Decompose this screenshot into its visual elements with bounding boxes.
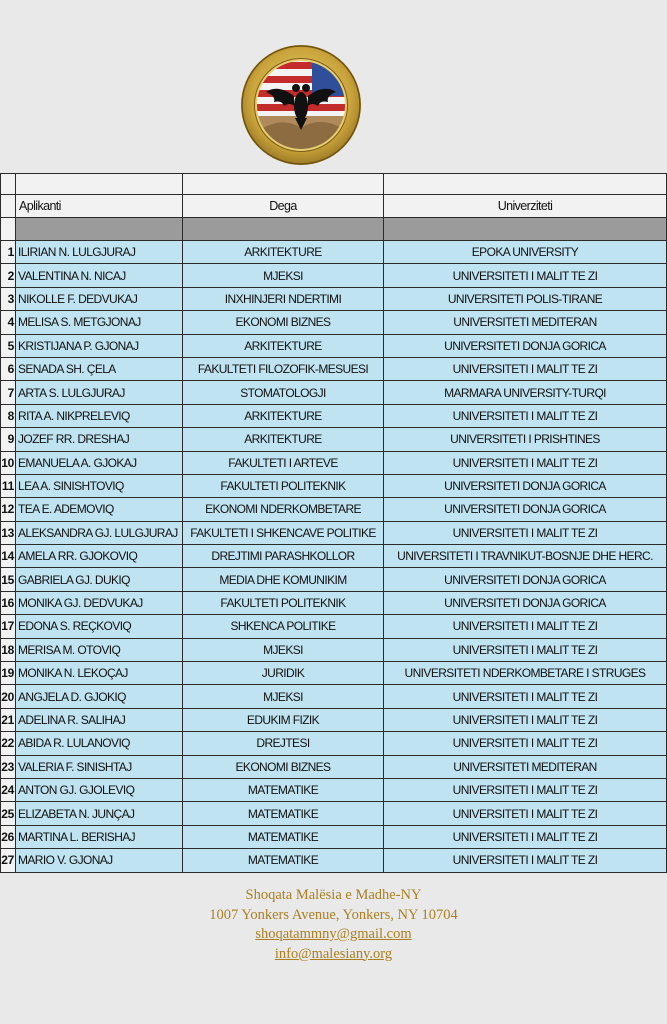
applicant-name: ALEKSANDRA GJ. LULGJURAJ (16, 521, 183, 544)
university: UNIVERSITETI MEDITERAN (384, 311, 667, 334)
university: UNIVERSITETI I MALIT TE ZI (384, 357, 667, 380)
footer-org: Shoqata Malësia e Madhe-NY (245, 887, 422, 903)
table-row (1, 568, 667, 591)
applicant-name: VALERIA F. SINISHTAJ (16, 755, 183, 778)
university: UNIVERSITETI I MALIT TE ZI (384, 615, 667, 638)
applicant-name: KRISTIJANA P. GJONAJ (16, 334, 183, 357)
department: MATEMATIKE (183, 802, 384, 825)
table-row (1, 802, 667, 825)
table-row (1, 311, 667, 334)
table-header-row (1, 195, 667, 218)
university: UNIVERSITETI POLIS-TIRANE (384, 287, 667, 310)
university: UNIVERSITETI I MALIT TE ZI (384, 732, 667, 755)
seal-logo-graphic (240, 44, 362, 166)
department: MJEKSI (183, 638, 384, 661)
gray-cell (384, 218, 667, 241)
university: MARMARA UNIVERSITY-TURQI (384, 381, 667, 404)
row-number: 15 (1, 568, 16, 591)
table-row (1, 381, 667, 404)
applicant-name: JOZEF RR. DRESHAJ (16, 428, 183, 451)
table-row (1, 334, 667, 357)
university: UNIVERSITETI DONJA GORICA (384, 568, 667, 591)
header-university: Univerziteti (384, 195, 667, 218)
row-number: 27 (1, 849, 16, 872)
applicant-name: AMELA RR. GJOKOVIQ (16, 545, 183, 568)
department: FAKULTETI I ARTEVE (183, 451, 384, 474)
gray-cell (1, 218, 16, 241)
department: ARKITEKTURE (183, 404, 384, 427)
university: UNIVERSITETI DONJA GORICA (384, 498, 667, 521)
row-number: 2 (1, 264, 16, 287)
table-row (1, 662, 667, 685)
row-number: 26 (1, 825, 16, 848)
department: JURIDIK (183, 662, 384, 685)
applicant-name: ANTON GJ. GJOLEVIQ (16, 778, 183, 801)
seal-logo (240, 44, 362, 166)
header-applicant: Aplikanti (16, 195, 183, 218)
row-number: 13 (1, 521, 16, 544)
department: ARKITEKTURE (183, 334, 384, 357)
university: UNIVERSITETI DONJA GORICA (384, 591, 667, 614)
footer-info-email-link[interactable]: info@malesiany.org (274, 945, 393, 962)
row-number: 4 (1, 311, 16, 334)
university: UNIVERSITETI MEDITERAN (384, 755, 667, 778)
table-row (1, 474, 667, 497)
department: FAKULTETI POLITEKNIK (183, 474, 384, 497)
header-number-cell (1, 195, 16, 218)
table-row (1, 638, 667, 661)
applicant-name: ANGJELA D. GJOKIQ (16, 685, 183, 708)
university: UNIVERSITETI I TRAVNIKUT-BOSNJE DHE HERC. (384, 545, 667, 568)
department: MATEMATIKE (183, 849, 384, 872)
department: SHKENCA POLITIKE (183, 615, 384, 638)
applicants-table (0, 173, 667, 873)
table-blank-row (1, 174, 667, 195)
row-number: 12 (1, 498, 16, 521)
table-row (1, 591, 667, 614)
row-number: 7 (1, 381, 16, 404)
applicant-name: VALENTINA N. NICAJ (16, 264, 183, 287)
table-row (1, 498, 667, 521)
department: ARKITEKTURE (183, 428, 384, 451)
row-number: 18 (1, 638, 16, 661)
applicant-name: MARTINA L. BERISHAJ (16, 825, 183, 848)
department: EKONOMI BIZNES (183, 311, 384, 334)
table-row (1, 825, 667, 848)
department: DREJTIMI PARASHKOLLOR (183, 545, 384, 568)
blank-cell (384, 174, 667, 195)
department: ARKITEKTURE (183, 241, 384, 264)
row-number: 20 (1, 685, 16, 708)
applicant-name: MARIO V. GJONAJ (16, 849, 183, 872)
gray-cell (16, 218, 183, 241)
university: EPOKA UNIVERSITY (384, 241, 667, 264)
row-number: 8 (1, 404, 16, 427)
department: MEDIA DHE KOMUNIKIM (183, 568, 384, 591)
department: DREJTESI (183, 732, 384, 755)
table-row (1, 778, 667, 801)
department: EKONOMI NDERKOMBETARE (183, 498, 384, 521)
table-row (1, 732, 667, 755)
row-number: 1 (1, 241, 16, 264)
blank-cell (1, 174, 16, 195)
university: UNIVERSITETI DONJA GORICA (384, 334, 667, 357)
blank-cell (183, 174, 384, 195)
row-number: 5 (1, 334, 16, 357)
applicant-name: MERISA M. OTOVIQ (16, 638, 183, 661)
row-number: 16 (1, 591, 16, 614)
department: MJEKSI (183, 685, 384, 708)
university: UNIVERSITETI DONJA GORICA (384, 474, 667, 497)
department: MATEMATIKE (183, 825, 384, 848)
university: UNIVERSITETI I MALIT TE ZI (384, 264, 667, 287)
applicant-name: ABIDA R. LULANOVIQ (16, 732, 183, 755)
row-number: 24 (1, 778, 16, 801)
university: UNIVERSITETI I MALIT TE ZI (384, 708, 667, 731)
table-row (1, 545, 667, 568)
applicant-name: TEA E. ADEMOVIQ (16, 498, 183, 521)
table-row (1, 357, 667, 380)
row-number: 19 (1, 662, 16, 685)
table-row (1, 451, 667, 474)
university: UNIVERSITETI I MALIT TE ZI (384, 521, 667, 544)
table-row (1, 521, 667, 544)
applicant-name: EMANUELA A. GJOKAJ (16, 451, 183, 474)
table-row (1, 615, 667, 638)
table-row (1, 404, 667, 427)
table-row (1, 708, 667, 731)
applicant-name: MELISA S. METGJONAJ (16, 311, 183, 334)
applicant-name: GABRIELA GJ. DUKIQ (16, 568, 183, 591)
blank-cell (16, 174, 183, 195)
applicant-name: SENADA SH. ÇELA (16, 357, 183, 380)
table-row (1, 264, 667, 287)
department: EDUKIM FIZIK (183, 708, 384, 731)
row-number: 9 (1, 428, 16, 451)
department: MJEKSI (183, 264, 384, 287)
department: MATEMATIKE (183, 778, 384, 801)
department: FAKULTETI POLITEKNIK (183, 591, 384, 614)
table-row (1, 428, 667, 451)
applicant-name: MONIKA N. LEKOÇAJ (16, 662, 183, 685)
university: UNIVERSITETI I MALIT TE ZI (384, 825, 667, 848)
university: UNIVERSITETI I MALIT TE ZI (384, 778, 667, 801)
table-gray-row (1, 218, 667, 241)
university: UNIVERSITETI I PRISHTINES (384, 428, 667, 451)
university: UNIVERSITETI I MALIT TE ZI (384, 451, 667, 474)
university: UNIVERSITETI I MALIT TE ZI (384, 849, 667, 872)
department: FAKULTETI FILOZOFIK-MESUESI (183, 357, 384, 380)
department: INXHINJERI NDERTIMI (183, 287, 384, 310)
university: UNIVERSITETI I MALIT TE ZI (384, 802, 667, 825)
table-row (1, 685, 667, 708)
row-number: 21 (1, 708, 16, 731)
applicant-name: NIKOLLE F. DEDVUKAJ (16, 287, 183, 310)
row-number: 14 (1, 545, 16, 568)
footer-address: 1007 Yonkers Avenue, Yonkers, NY 10704 (209, 906, 458, 923)
row-number: 10 (1, 451, 16, 474)
applicant-name: EDONA S. REÇKOVIQ (16, 615, 183, 638)
row-number: 25 (1, 802, 16, 825)
applicant-name: ILIRIAN N. LULGJURAJ (16, 241, 183, 264)
table-row (1, 849, 667, 872)
row-number: 22 (1, 732, 16, 755)
applicant-name: ELIZABETA N. JUNÇAJ (16, 802, 183, 825)
table-row (1, 287, 667, 310)
row-number: 6 (1, 357, 16, 380)
department: EKONOMI BIZNES (183, 755, 384, 778)
header-department: Dega (183, 195, 384, 218)
department: FAKULTETI I SHKENCAVE POLITIKE (183, 521, 384, 544)
university: UNIVERSITETI I MALIT TE ZI (384, 404, 667, 427)
row-number: 11 (1, 474, 16, 497)
table-row (1, 755, 667, 778)
applicant-name: ARTA S. LULGJURAJ (16, 381, 183, 404)
gray-cell (183, 218, 384, 241)
department: STOMATOLOGJI (183, 381, 384, 404)
table-row (1, 241, 667, 264)
applicant-name: ADELINA R. SALIHAJ (16, 708, 183, 731)
row-number: 3 (1, 287, 16, 310)
university: UNIVERSITETI I MALIT TE ZI (384, 685, 667, 708)
applicant-name: LEA A. SINISHTOVIQ (16, 474, 183, 497)
applicant-name: RITA A. NIKPRELEVIQ (16, 404, 183, 427)
footer (0, 886, 667, 964)
row-number: 23 (1, 755, 16, 778)
applicant-name: MONIKA GJ. DEDVUKAJ (16, 591, 183, 614)
row-number: 17 (1, 615, 16, 638)
footer-email-link[interactable]: shoqatammny@gmail.com (255, 926, 412, 942)
university: UNIVERSITETI NDERKOMBETARE I STRUGES (384, 662, 667, 685)
university: UNIVERSITETI I MALIT TE ZI (384, 638, 667, 661)
